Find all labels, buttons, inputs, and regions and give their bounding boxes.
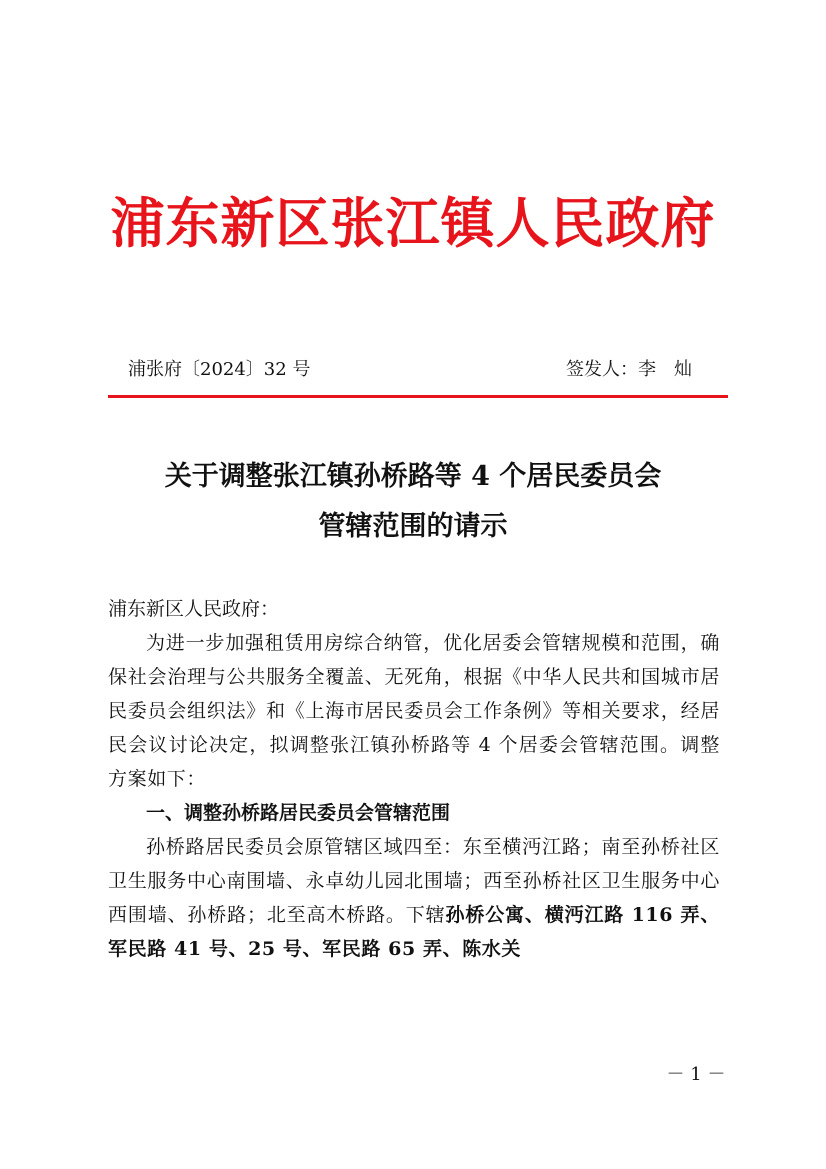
document-number: 浦张府〔2024〕32 号 xyxy=(128,359,311,380)
red-separator-line xyxy=(108,395,728,398)
signer-label: 签发人： xyxy=(566,359,638,380)
document-title-line-2: 管辖范围的请示 xyxy=(318,511,508,542)
signer-name: 李灿 xyxy=(638,359,710,380)
document-title xyxy=(0,452,826,552)
addressee: 浦东新区人民政府： xyxy=(108,598,280,620)
document-title-line-1: 关于调整张江镇孙桥路等 4 个居民委员会 xyxy=(164,461,662,492)
page-number: － 1 － xyxy=(666,1064,726,1085)
section-heading-1: 一、调整孙桥路居民委员会管辖范围 xyxy=(146,802,451,824)
body-paragraph-1: 为进一步加强租赁用房综合纳管，优化居委会管辖规模和范围，确保社会治理与公共服务全覆盖、无死角，根据《中华人民共和国城市居民委员会组织法》和《上海市居民委员会工作条例》等相关要求，经居民会议讨论决定，拟调整张江镇孙桥路等 4 个居委会管辖范围。调整方案如下： xyxy=(108,632,720,790)
body-paragraph-2 xyxy=(108,830,720,966)
document-meta-row xyxy=(108,352,720,388)
body-paragraph-2-text: 孙桥路居民委员会原管辖区域四至：东至横沔江路；南至孙桥社区卫生服务中心南围墙、永卓幼儿园北围墙；西至孙桥社区卫生服务中心西围墙、孙桥路；北至高木桥路。下辖 xyxy=(108,836,720,926)
body-paragraph-2-bold-text: 孙桥公寓、横沔江路 116 弄、军民路 41 号、25 号、军民路 65 弄、陈水关 xyxy=(108,904,720,960)
signer xyxy=(566,352,710,388)
document-body xyxy=(108,592,720,966)
issuer-masthead: 浦东新区张江镇人民政府 xyxy=(110,191,716,255)
